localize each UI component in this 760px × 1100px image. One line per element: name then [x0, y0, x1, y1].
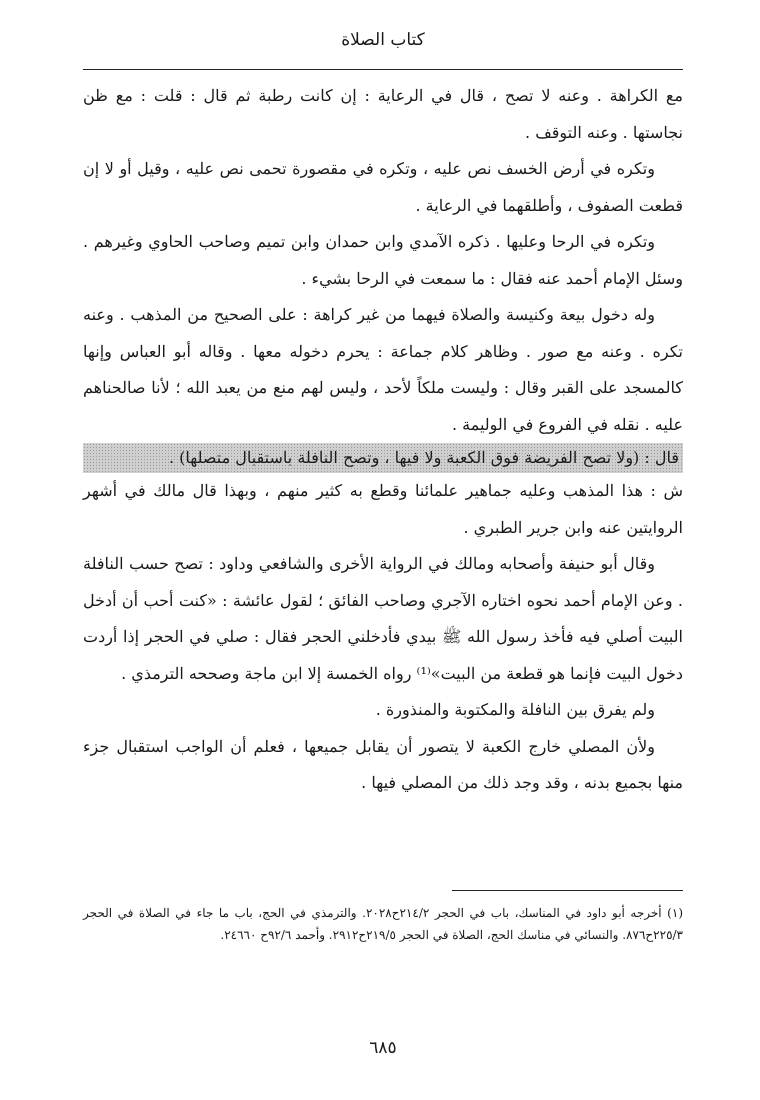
paragraph: ش : هذا المذهب وعليه جماهير علمائنا وقطع به كثير منهم ، وبهذا قال مالك في أشهر الروايتين عنه وابن جرير الطبري .: [83, 481, 683, 537]
paragraph: وله دخول بيعة وكنيسة والصلاة فيهما من غير كراهة : على الصحيح من المذهب . وعنه تكره . وعنه مع صور . وظاهر كلام جماعة : يحرم دخوله معها . وقاله أبو العباس وإنها كالمسجد على القبر وقال : وليست ملكاً لأحد ، وليس لهم منع من يعبد الله ؛ لأنا صالحناهم عليه . نقله في الفروع في الوليمة .: [83, 305, 683, 434]
highlighted-matn-text: قال : (ولا تصح الفريضة فوق الكعبة ولا فيها ، وتصح النافلة باستقبال متصلها) .: [83, 443, 683, 473]
paragraph: مع الكراهة . وعنه لا تصح ، قال في الرعاية : إن كانت رطبة ثم قال : قلت : مع ظن نجاستها . وعنه التوقف .: [83, 86, 683, 142]
page-header-title: كتاب الصلاة: [341, 30, 425, 50]
main-text: [83, 78, 683, 802]
footnote-divider: [452, 890, 683, 891]
paragraph: وقال أبو حنيفة وأصحابه ومالك في الرواية الأخرى والشافعي وداود : تصح حسب النافلة . وعن الإمام أحمد نحوه اختاره الآجري وصاحب الفائق ؛ لقول عائشة : «كنت أحب أن أدخل البيت أصلي فيه فأخذ رسول الله ﷺ بيدي فأدخلني الحجر فقال : صلي في الحجر إذا أردت دخول البيت فإنما هو قطعة من البيت»⁽¹⁾ رواه الخمسة إلا ابن ماجة وصححه الترمذي .: [83, 554, 683, 683]
paragraph: ولأن المصلي خارج الكعبة لا يتصور أن يقابل جميعها ، فعلم أن الواجب استقبال جزء منها بجميع بدنه ، وقد وجد ذلك من المصلي فيها .: [83, 736, 683, 792]
footnote-item: (١) أخرجه أبو داود في المناسك، باب في الحجر ٢١٤/٢ح٢٠٢٨. والترمذي في الحج، باب ما جاء في الصلاة في الحجر ٢٢٥/٣ح٨٧٦. والنسائي في مناسك الحج، الصلاة في الحجر ٢١٩/٥ح٢٩١٢. وأحمد ٩٢/٦ح ٢٤٦٦٠.: [83, 906, 684, 942]
paragraph: وتكره في الرحا وعليها . ذكره الآمدي وابن حمدان وابن تميم وصاحب الحاوي وغيرهم . وسئل الإمام أحمد عنه فقال : ما سمعت في الرحا بشيء .: [83, 232, 683, 288]
footnotes: [83, 902, 683, 946]
paragraph: وتكره في أرض الخسف نص عليه ، وتكره في مقصورة تحمى نص عليه ، وقيل أو لا إن قطعت الصفوف ، وأطلقهما في الرعاية .: [83, 159, 683, 215]
header-divider: [83, 69, 683, 70]
paragraph: ولم يفرق بين النافلة والمكتوبة والمنذورة .: [375, 700, 655, 719]
page-number: ٦٨٥: [369, 1038, 397, 1058]
